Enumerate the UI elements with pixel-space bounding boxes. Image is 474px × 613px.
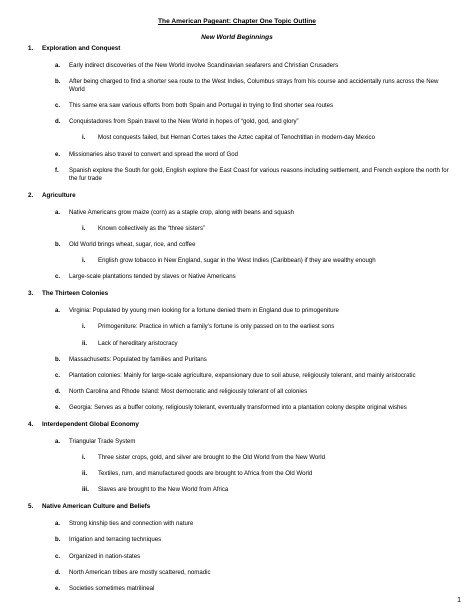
- item-text: Irrigation and terracing techniques: [69, 536, 162, 544]
- subitem-text: Primogeniture: Practice in which a family’s fortune is only passed on to the earliest sons: [98, 323, 335, 331]
- subitem-label: i.: [82, 454, 86, 462]
- item-label: a.: [55, 208, 61, 216]
- subitem-text: Known collectively as the “three sisters”: [98, 224, 206, 232]
- outline-item: [0, 404, 474, 412]
- item-text: Conquistadores from Spain travel to the New World in hopes of “gold, god, and glory”: [69, 118, 299, 126]
- page-number: 1: [457, 597, 461, 604]
- item-label: b.: [55, 355, 61, 363]
- item-label: f.: [55, 166, 59, 174]
- outline-subitem: [0, 454, 474, 462]
- item-label: d.: [55, 568, 61, 576]
- section-number: 3.: [28, 290, 34, 298]
- item-label: b.: [55, 536, 61, 544]
- outline-item: [0, 209, 474, 217]
- outline-item: [0, 273, 474, 281]
- item-label: c.: [55, 552, 61, 560]
- item-label: a.: [55, 62, 61, 69]
- section-number: 4.: [28, 420, 34, 428]
- item-text: North American tribes are mostly scattered, nomadic: [69, 568, 211, 576]
- item-text: Early indirect discoveries of the New World involve Scandinavian seafarers and Christian Crusaders: [69, 62, 339, 69]
- outline-subitem: [0, 134, 474, 142]
- item-label: b.: [55, 241, 61, 249]
- item-text: This same era saw various efforts from both Spain and Portugal in trying to find shorter sea routes: [69, 102, 334, 110]
- item-label: c.: [55, 273, 61, 281]
- item-label: c.: [55, 371, 61, 379]
- section-heading: [0, 503, 474, 514]
- item-label: b.: [55, 78, 61, 86]
- outline-item: [0, 241, 474, 249]
- outline-item: [0, 78, 474, 94]
- section-number: 2.: [28, 191, 34, 199]
- outline-section: [0, 192, 474, 281]
- outline-section: [0, 290, 474, 412]
- section-title: Exploration and Conquest: [42, 45, 121, 52]
- outline-item: [0, 520, 474, 528]
- subitem-text: Textiles, rum, and manufactured goods are brought to Africa from the Old World: [98, 470, 313, 478]
- outline-item: [0, 307, 474, 315]
- item-text: Triangular Trade System: [69, 437, 136, 445]
- subitem-label: i.: [82, 134, 86, 142]
- outline-item: [0, 151, 474, 159]
- item-text: Plantation colonies: Mainly for large-scale agriculture, expansionary due to soil abuse, religiously tolerant, and mainly aristocratic: [69, 371, 416, 379]
- item-label: d.: [55, 118, 61, 126]
- item-label: e.: [55, 403, 61, 411]
- section-number: 5.: [28, 503, 34, 511]
- item-label: d.: [55, 387, 61, 395]
- subitem-label: i.: [82, 224, 86, 232]
- section-heading: [0, 421, 474, 432]
- outline-section: [0, 421, 474, 494]
- item-text: After being charged to find a shorter sea route to the West Indies, Columbus strays from his course and accidentally runs across the New World: [69, 78, 439, 94]
- item-text: Spanish explore the South for gold, English explore the East Coast for various reasons including settlement, and French explore the north for the fur trade: [69, 166, 449, 182]
- section-title: Agriculture: [42, 191, 76, 199]
- subitem-text: Slaves are brought to the New World from Africa: [98, 486, 229, 494]
- outline-item: [0, 553, 474, 561]
- section-heading: [0, 192, 474, 203]
- item-text: Massachusetts: Populated by families and Puritans: [69, 355, 207, 363]
- item-text: Large-scale plantations tended by slaves or Native Americans: [69, 273, 236, 281]
- item-label: a.: [55, 520, 61, 528]
- item-label: c.: [55, 102, 61, 110]
- item-text: Missionaries also travel to convert and spread the word of God: [69, 150, 239, 158]
- item-text: Virginia: Populated by young men looking for a fortune denied them in England due to primogeniture: [69, 307, 339, 315]
- outline-item: [0, 536, 474, 544]
- outline-subitem: [0, 225, 474, 233]
- outline-subitem: [0, 470, 474, 478]
- section-title: Interdependent Global Economy: [42, 420, 139, 428]
- outline-section: [0, 503, 474, 592]
- subitem-text: Three sister crops, gold, and silver are brought to the Old World from the New World: [98, 454, 326, 462]
- item-text: Old World brings wheat, sugar, rice, and coffee: [69, 241, 196, 249]
- outline-item: [0, 62, 474, 70]
- subitem-label: i.: [82, 323, 86, 331]
- item-label: a.: [55, 307, 61, 315]
- subitem-label: ii.: [82, 339, 88, 347]
- document-subtitle: New World Beginnings: [201, 34, 273, 41]
- item-text: Georgia: Serves as a buffer colony, religiously tolerant, eventually transformed into a plantation colony despite original wishes: [69, 403, 407, 411]
- section-title: The Thirteen Colonies: [42, 290, 109, 298]
- outline-item: [0, 356, 474, 364]
- outline-item: [0, 372, 474, 380]
- subitem-text: Most conquests failed, but Hernan Cortes takes the Aztec capital of Tenochtitlan in modern-day Mexico: [98, 134, 375, 142]
- outline-section: [0, 45, 474, 183]
- subitem-text: Lack of hereditary aristocracy: [98, 339, 178, 347]
- item-text: Societies sometimes matrilineal: [69, 584, 155, 592]
- outline-subitem: [0, 257, 474, 265]
- document-title: The American Pageant: Chapter One Topic Outline: [158, 18, 316, 25]
- outline-item: [0, 118, 474, 126]
- outline-item: [0, 569, 474, 577]
- section-title: Native American Culture and Beliefs: [42, 503, 151, 511]
- subitem-label: iii.: [82, 486, 89, 494]
- item-text: North Carolina and Rhode Island: Most democratic and religiously tolerant of all colonies: [69, 387, 308, 395]
- item-text: Native Americans grow maize (corn) as a staple crop, along with beans and squash: [69, 208, 294, 216]
- outline-subitem: [0, 486, 474, 494]
- section-heading: [0, 45, 474, 56]
- outline-item: [0, 438, 474, 446]
- outline-item: [0, 102, 474, 110]
- outline-subitem: [0, 323, 474, 331]
- outline-item: [0, 167, 474, 183]
- subitem-text: English grow tobacco in New England, sugar in the West Indies (Caribbean) if they are wealthy enough: [98, 257, 376, 265]
- section-number: 1.: [28, 45, 34, 52]
- item-label: e.: [55, 584, 61, 592]
- subitem-label: i.: [82, 257, 86, 265]
- topic-outline: [0, 45, 474, 602]
- item-text: Organized in nation-states: [69, 552, 141, 560]
- outline-item: [0, 388, 474, 396]
- outline-item: [0, 585, 474, 593]
- item-label: a.: [55, 437, 61, 445]
- subitem-label: ii.: [82, 470, 88, 478]
- item-text: Strong kinship ties and connection with nature: [69, 520, 194, 528]
- item-label: e.: [55, 150, 61, 158]
- outline-subitem: [0, 340, 474, 348]
- section-heading: [0, 290, 474, 301]
